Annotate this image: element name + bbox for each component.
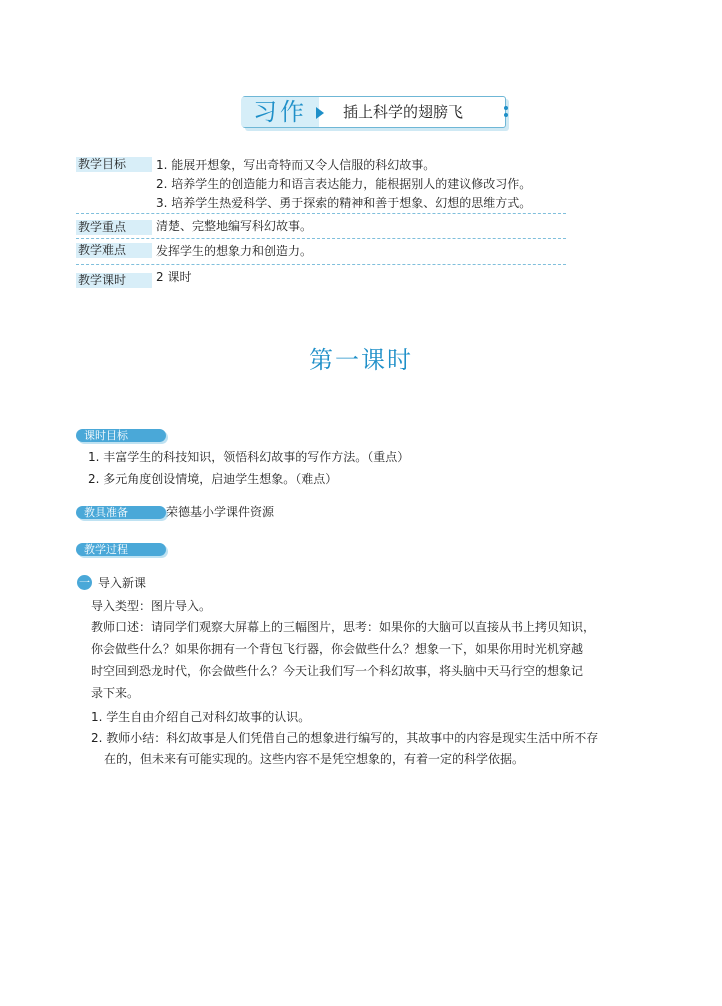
- banner-title: 习作: [253, 98, 307, 126]
- lesson-title: 第一课时: [309, 346, 413, 374]
- dots-icon: [504, 106, 508, 120]
- teacher-line-2: 你会做些什么？如果你拥有一个背包飞行器，你会做些什么？想象一下，如果你用时光机穿越: [91, 642, 584, 656]
- point-2-line-1: 2. 教师小结：科幻故事是人们凭借自己的想象进行编写的，其故事中的内容是现实生活中所不存: [91, 731, 599, 745]
- point-1: 1. 学生自由介绍自己对科幻故事的认识。: [91, 710, 311, 724]
- goal-1: 1. 能展开想象，写出奇特而又令人信服的科幻故事。: [156, 158, 436, 172]
- goal-3: 3. 培养学生热爱科学、勇于探索的精神和善于想象、幻想的思维方式。: [156, 196, 532, 210]
- lesson-objectives-label: 课时目标: [76, 429, 166, 442]
- banner-subtitle: 插上科学的翅膀飞: [343, 103, 464, 121]
- section-title: 导入新课: [98, 576, 147, 590]
- prep-label: 教具准备: [76, 506, 166, 519]
- divider: [76, 238, 566, 239]
- difficulty-text: 发挥学生的想象力和创造力。: [156, 244, 313, 258]
- teacher-line-1: 教师口述：请同学们观察大屏幕上的三幅图片，思考：如果你的大脑可以直接从书上拷贝知识，: [91, 620, 596, 634]
- key-label: 教学重点: [76, 220, 152, 235]
- intro-type: 导入类型：图片导入。: [91, 599, 212, 613]
- prep-text: 荣德基小学课件资源: [166, 505, 275, 519]
- goal-2: 2. 培养学生的创造能力和语言表达能力，能根据别人的建议修改习作。: [156, 177, 532, 191]
- goal-label: 教学目标: [76, 157, 152, 172]
- section-number-badge: 一: [79, 576, 90, 589]
- key-text: 清楚、完整地编写科幻故事。: [156, 219, 313, 233]
- hours-label: 教学课时: [76, 273, 152, 288]
- teacher-line-4: 录下来。: [91, 686, 140, 700]
- divider: [76, 264, 566, 265]
- point-2-line-2: 在的，但未来有可能实现的。这些内容不是凭空想象的，有着一定的科学依据。: [104, 752, 525, 766]
- lesson-objective-2: 2. 多元角度创设情境，启迪学生想象。（难点）: [88, 472, 338, 486]
- hours-text: 2 课时: [156, 270, 192, 284]
- divider: [76, 213, 566, 214]
- teacher-line-3: 时空回到恐龙时代，你会做些什么？今天让我们写一个科幻故事，将头脑中天马行空的想象记: [91, 664, 584, 678]
- banner-frame: [242, 96, 506, 128]
- lesson-objective-1: 1. 丰富学生的科技知识，领悟科幻故事的写作方法。（重点）: [88, 450, 410, 464]
- arrow-right-icon: [316, 107, 324, 119]
- process-label: 教学过程: [76, 543, 166, 556]
- section-banner: [242, 94, 512, 128]
- difficulty-label: 教学难点: [76, 243, 152, 258]
